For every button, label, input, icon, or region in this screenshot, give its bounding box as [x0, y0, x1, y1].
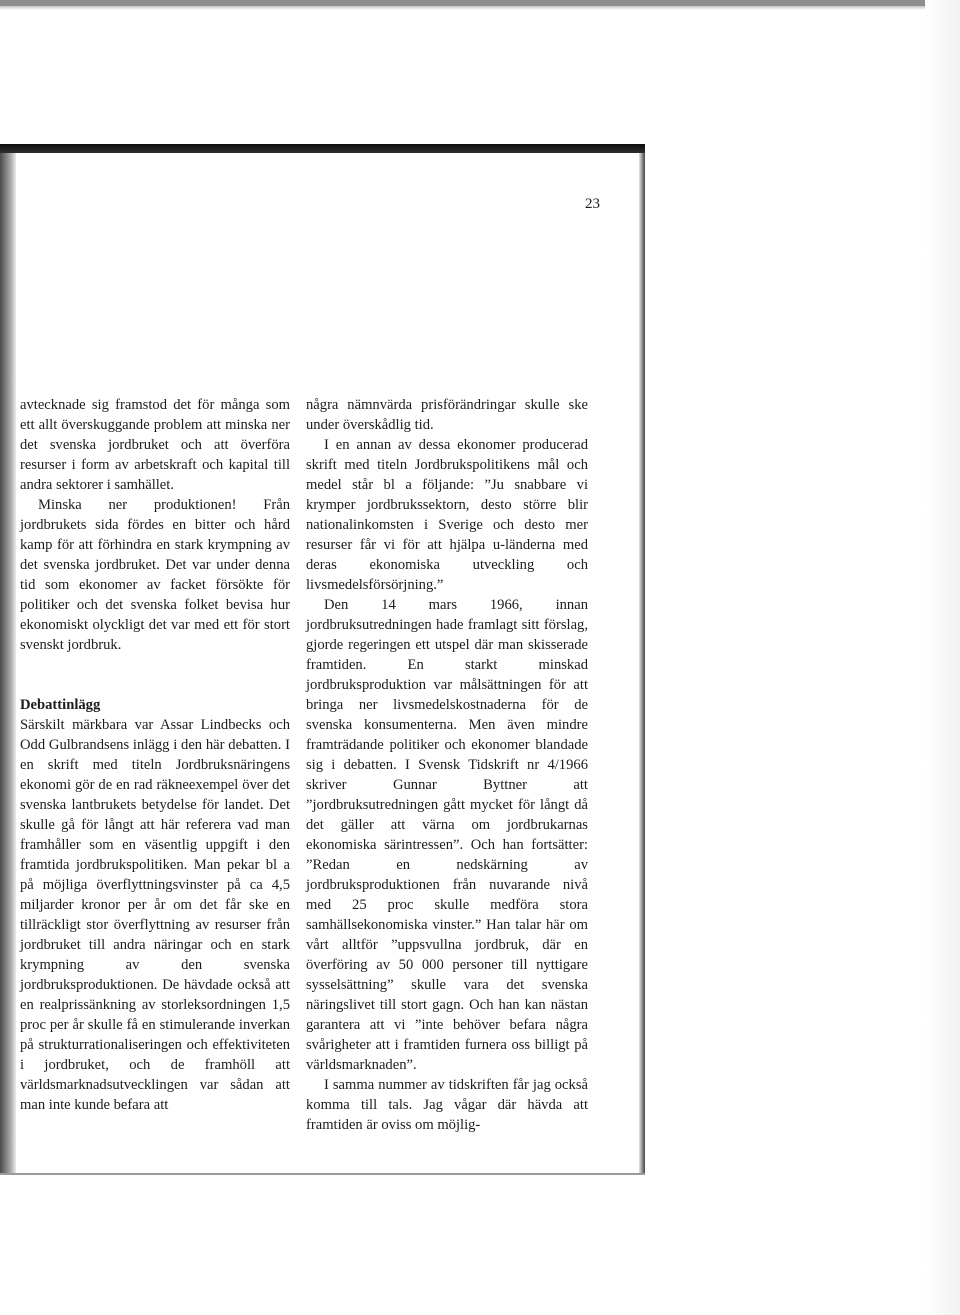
section-gap	[20, 655, 290, 695]
paragraph: Den 14 mars 1966, innan jordbruksutredningen hade framlagt sitt förslag, gjorde regeringen ett utspel där man skisserade framtiden. En starkt minskad jordbruksproduktion var målsättningen för att bringa ner livsmedelskostnaderna för de svenska konsumenterna. Men även mindre framträdande politiker och ekonomer blandade sig i debatten. I Svensk Tidskrift nr 4/1966 skriver Gunnar Byttner att ”jordbruksutredningen gått mycket för långt då det gäller att värna om jordbrukarnas ekonomiska särintressen”. Och han fortsätter: ”Redan en nedskärning av jordbruksproduktionen från nuvarande nivå med 25 proc skulle medföra stora samhällsekonomiska vinster.” Han talar här om vårt alltför ”uppsvullna jordbruk, där en överföring av 50 000 personer till nyttigare sysselsättning” skulle vara det svenska näringslivet till stort gagn. Och han kan nästan garantera att vi ”inte behöver befara några svårigheter att i framtiden furnera oss billigt på världsmarknaden”.	[306, 597, 588, 1073]
paragraph: Minska ner produktionen! Från jordbrukets sida fördes en bitter och hård kamp för att förhindra en stark krympning av det svenska jordbruket. Det var under denna tid som ekonomer av facket försökte för politiker och det svenska folket bevisa hur ekonomiskt olyckligt det var med ett för stort svenskt jordbruk.	[20, 497, 290, 653]
paragraph: avtecknade sig framstod det för många som ett allt överskuggande problem att minska ner det svenska jordbruket och att överföra resurser i form av arbetskraft och kapital till andra sektorer i samhället.	[20, 397, 290, 493]
page-top-rule	[0, 144, 645, 153]
scan-right-shade	[925, 0, 960, 1315]
paragraph: I en annan av dessa ekonomer producerad skrift med titeln Jordbrukspolitikens mål och medel står bl a följande: ”Ju snabbare vi krymper jordbrukssektorn, desto större blir nationalinkomsten i Sverige och desto mer resurser får vi för att hjälpa u-länderna med deras ekonomiska utveckling och livsmedelsförsörjning.”	[306, 437, 588, 593]
page-bottom-edge	[0, 1173, 645, 1175]
paragraph: några nämnvärda prisförändringar skulle ske under överskådlig tid.	[306, 397, 588, 433]
page-right-edge	[639, 153, 645, 1175]
right-text-column	[306, 395, 588, 1135]
paragraph: I samma nummer av tidskriften får jag också komma till tals. Jag vågar där hävda att framtiden är oviss om möjlig-	[306, 1077, 588, 1133]
left-text-column	[20, 395, 290, 1115]
page-number: 23	[585, 196, 600, 212]
page-spine-shadow	[0, 153, 16, 1175]
scan-top-shade	[0, 6, 960, 10]
paragraph: Särskilt märkbara var Assar Lindbecks och Odd Gulbrandsens inlägg i den här debatten. I en skrift med titeln Jordbruksnäringens ekonomi gör de en rad räkneexempel över det svenska lantbrukets betydelse för landet. Det skulle gå för långt att här referera vad man framhåller som en väsentlig uppgift i den framtida jordbrukspolitiken. Man pekar bl a på möjliga överflyttningsvinster på ca 4,5 miljarder kronor per år om det får ske en tillräckligt stor överflyttning av resurser från jordbruket till andra näringar och en stark krympning av den svenska jordbruksproduktionen. De hävdade också att en realprissänkning av storleksordningen 1,5 proc per år skulle få en stimulerande inverkan på strukturrationaliseringen och effektiviteten i jordbruket, och de framhöll att världsmarknadsutvecklingen var sådan att man inte kunde befara att	[20, 717, 290, 1113]
section-heading: Debattinlägg	[20, 697, 101, 713]
